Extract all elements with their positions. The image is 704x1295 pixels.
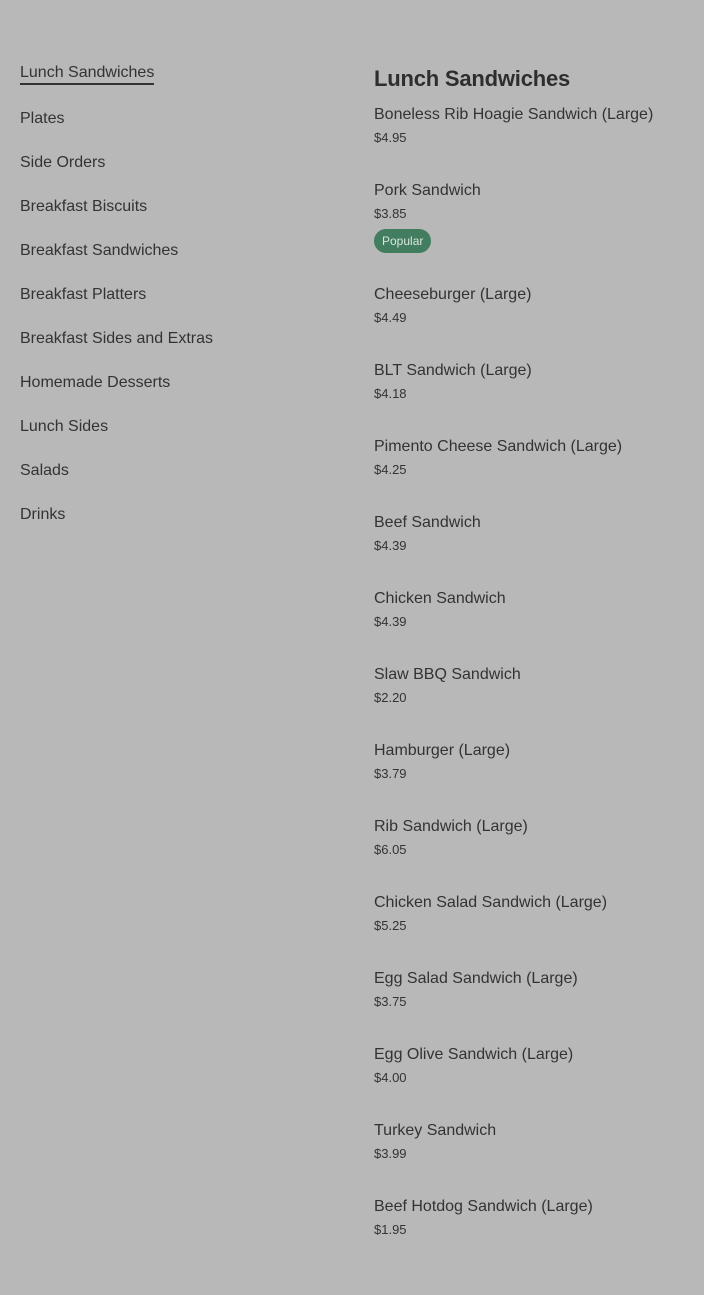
category-nav	[20, 62, 340, 548]
item-name: Pimento Cheese Sandwich (Large)	[374, 438, 623, 455]
item-name: Boneless Rib Hoagie Sandwich (Large)	[374, 106, 654, 123]
sidebar-item-label: Drinks	[20, 506, 66, 523]
menu-item[interactable]	[374, 360, 694, 436]
item-price: $2.20	[374, 690, 407, 705]
item-price: $3.79	[374, 766, 407, 781]
item-price: $4.39	[374, 538, 407, 553]
menu-item[interactable]	[374, 1120, 694, 1196]
item-name: Beef Hotdog Sandwich (Large)	[374, 1198, 593, 1215]
popular-badge: Popular	[374, 229, 431, 253]
sidebar-item-label: Salads	[20, 462, 69, 479]
menu-item[interactable]	[374, 180, 694, 284]
sidebar-item-side-orders[interactable]	[20, 152, 340, 196]
menu-item[interactable]	[374, 1196, 694, 1272]
sidebar-item-label: Plates	[20, 110, 65, 127]
item-price: $4.18	[374, 386, 407, 401]
sidebar-item-breakfast-sandwiches[interactable]	[20, 240, 340, 284]
sidebar-item-breakfast-platters[interactable]	[20, 284, 340, 328]
item-name: Beef Sandwich	[374, 514, 481, 531]
menu-item[interactable]	[374, 740, 694, 816]
sidebar-item-label: Homemade Desserts	[20, 374, 171, 391]
item-name: Egg Salad Sandwich (Large)	[374, 970, 578, 987]
sidebar-item-drinks[interactable]	[20, 504, 340, 548]
sidebar-item-label: Breakfast Platters	[20, 286, 147, 303]
menu-item[interactable]	[374, 1044, 694, 1120]
item-name: BLT Sandwich (Large)	[374, 362, 532, 379]
item-price: $4.49	[374, 310, 407, 325]
sidebar-item-label: Breakfast Sides and Extras	[20, 330, 213, 347]
item-price: $4.39	[374, 614, 407, 629]
sidebar-item-label: Lunch Sides	[20, 418, 109, 435]
item-name: Chicken Sandwich	[374, 590, 506, 607]
item-price: $4.00	[374, 1070, 407, 1085]
item-price: $3.75	[374, 994, 407, 1009]
sidebar-item-label: Breakfast Sandwiches	[20, 242, 179, 259]
sidebar-item-lunch-sides[interactable]	[20, 416, 340, 460]
menu-item[interactable]	[374, 512, 694, 588]
sidebar-item-plates[interactable]	[20, 108, 340, 152]
menu-item[interactable]	[374, 892, 694, 968]
menu-item[interactable]	[374, 588, 694, 664]
sidebar-item-salads[interactable]	[20, 460, 340, 504]
item-price: $4.25	[374, 462, 407, 477]
item-name: Chicken Salad Sandwich (Large)	[374, 894, 608, 911]
menu-item[interactable]	[374, 104, 694, 180]
item-price: $6.05	[374, 842, 407, 857]
sidebar-item-lunch-sandwiches[interactable]	[20, 62, 340, 106]
section-title: Lunch Sandwiches	[374, 66, 571, 91]
sidebar-item-label: Side Orders	[20, 154, 106, 171]
sidebar-item-label: Lunch Sandwiches	[20, 62, 154, 85]
menu-section	[374, 64, 694, 1272]
menu-item[interactable]	[374, 968, 694, 1044]
item-price: $1.95	[374, 1222, 407, 1237]
item-price: $3.85	[374, 206, 407, 221]
item-price: $4.95	[374, 130, 407, 145]
item-name: Turkey Sandwich	[374, 1122, 497, 1139]
item-name: Hamburger (Large)	[374, 742, 511, 759]
item-name: Cheeseburger (Large)	[374, 286, 532, 303]
sidebar-item-breakfast-biscuits[interactable]	[20, 196, 340, 240]
item-name: Rib Sandwich (Large)	[374, 818, 528, 835]
menu-item[interactable]	[374, 816, 694, 892]
menu-item[interactable]	[374, 284, 694, 360]
menu-item[interactable]	[374, 436, 694, 512]
item-price: $3.99	[374, 1146, 407, 1161]
item-name: Slaw BBQ Sandwich	[374, 666, 521, 683]
sidebar-item-label: Breakfast Biscuits	[20, 198, 148, 215]
sidebar-item-breakfast-sides-and-extras[interactable]	[20, 328, 340, 372]
item-price: $5.25	[374, 918, 407, 933]
sidebar-item-homemade-desserts[interactable]	[20, 372, 340, 416]
menu-item[interactable]	[374, 664, 694, 740]
item-name: Egg Olive Sandwich (Large)	[374, 1046, 574, 1063]
item-name: Pork Sandwich	[374, 182, 481, 199]
